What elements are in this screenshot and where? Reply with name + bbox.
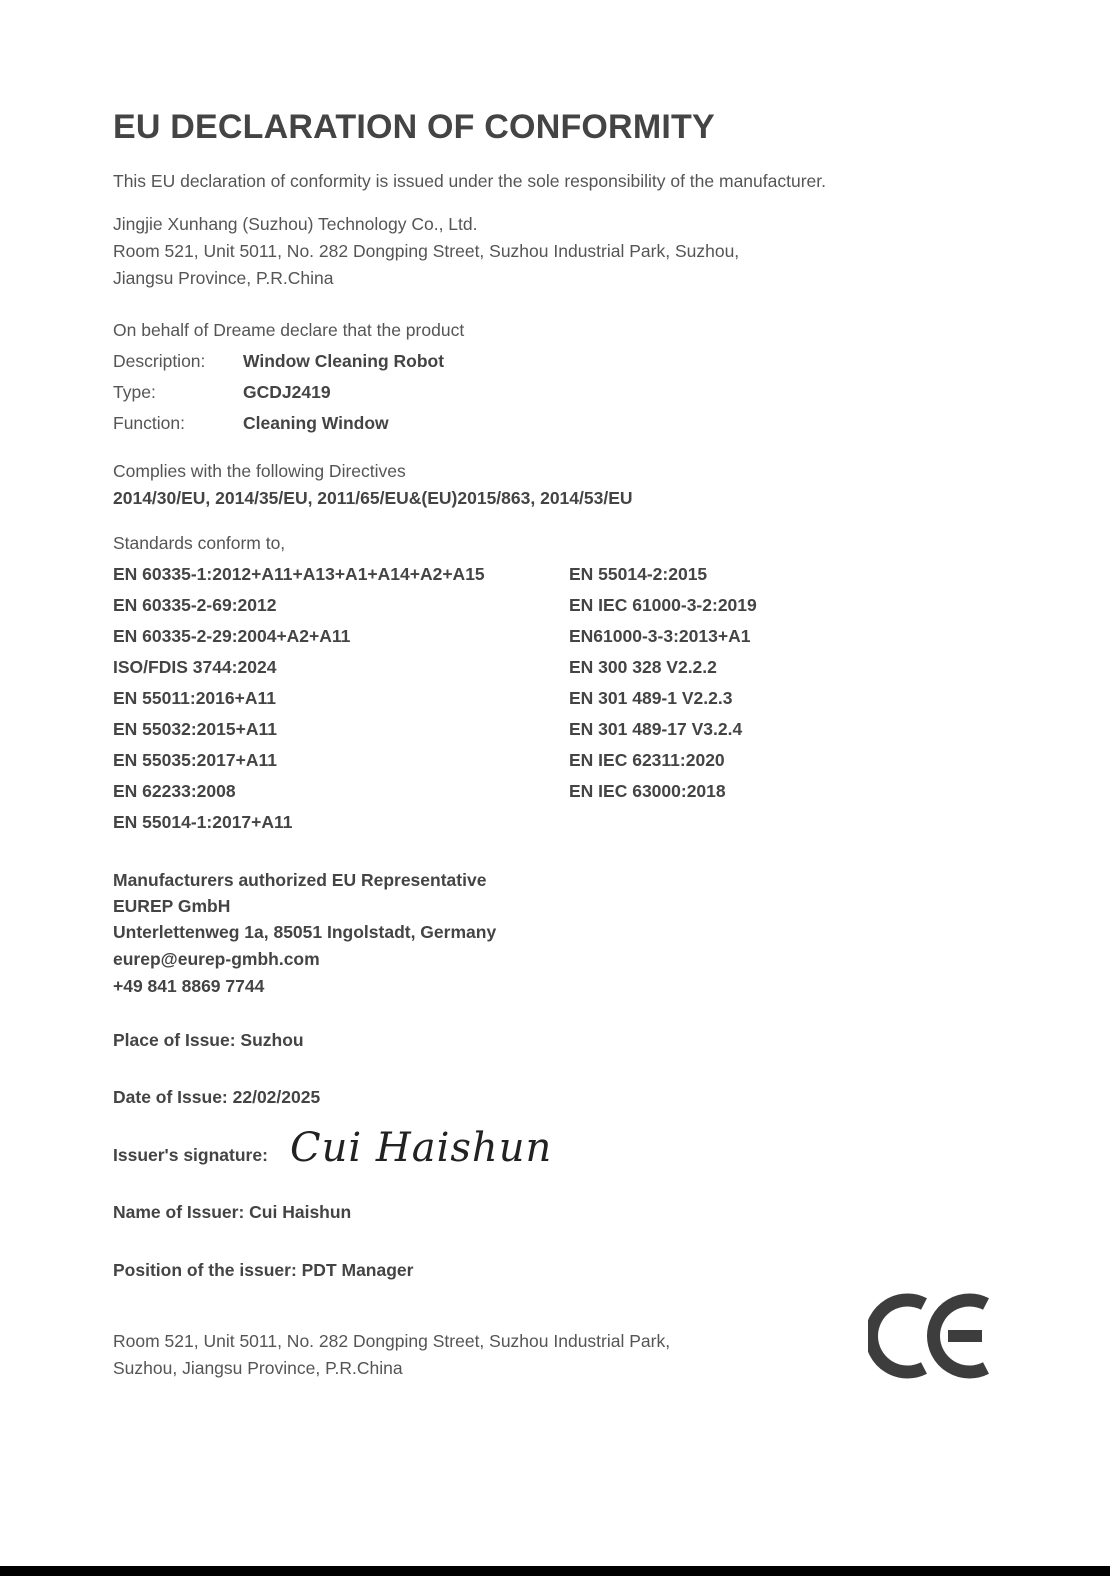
representative-address: Unterlettenweg 1a, 85051 Ingolstadt, Germany (113, 922, 497, 942)
standard-right-item: EN 55014-2:2015 (569, 564, 708, 584)
standard-left-item: EN 60335-1:2012+A11+A13+A1+A14+A2+A15 (113, 564, 485, 584)
standard-left-item: EN 55011:2016+A11 (113, 688, 276, 708)
manufacturer-name: Jingjie Xunhang (Suzhou) Technology Co., Ltd. (113, 214, 478, 234)
description-row (113, 351, 444, 372)
standard-left-item: EN 55014-1:2017+A11 (113, 812, 293, 832)
representative-phone: +49 841 8869 7744 (113, 976, 265, 996)
standard-left-item: EN 60335-2-69:2012 (113, 595, 277, 615)
signature-label: Issuer's signature: (113, 1145, 268, 1165)
ce-mark-icon (868, 1292, 992, 1380)
name-of-issuer: Name of Issuer: Cui Haishun (113, 1202, 352, 1222)
standard-right-item: EN 301 489-17 V3.2.4 (569, 719, 743, 739)
function-row (113, 413, 389, 434)
standard-right-item: EN61000-3-3:2013+A1 (569, 626, 751, 646)
description-value: Window Cleaning Robot (243, 351, 445, 371)
standard-right-item: EN 300 328 V2.2.2 (569, 657, 717, 677)
standard-left-item: EN 62233:2008 (113, 781, 236, 801)
standards-heading: Standards conform to, (113, 533, 286, 553)
standard-right-item: EN IEC 62311:2020 (569, 750, 725, 770)
page-title: EU DECLARATION OF CONFORMITY (113, 108, 715, 146)
standard-left-item: ISO/FDIS 3744:2024 (113, 657, 277, 677)
description-label: Description: (113, 351, 206, 371)
type-row (113, 382, 331, 403)
standard-right-item: EN IEC 63000:2018 (569, 781, 726, 801)
function-value: Cleaning Window (243, 413, 389, 433)
standard-left-item: EN 55032:2015+A11 (113, 719, 277, 739)
representative-heading: Manufacturers authorized EU Representative (113, 870, 487, 890)
type-value: GCDJ2419 (243, 382, 331, 402)
manufacturer-address-line1: Room 521, Unit 5011, No. 282 Dongping Street, Suzhou Industrial Park, Suzhou, (113, 241, 740, 261)
ce-mark-logo (868, 1292, 992, 1385)
representative-name: EUREP GmbH (113, 896, 231, 916)
handwritten-signature: Cui Haishun (290, 1125, 553, 1171)
declare-line: On behalf of Dreame declare that the product (113, 320, 465, 340)
manufacturer-address-line2: Jiangsu Province, P.R.China (113, 268, 334, 288)
type-label: Type: (113, 382, 156, 402)
bottom-edge-bar (0, 1566, 1110, 1576)
standard-left-item: EN 60335-2-29:2004+A2+A11 (113, 626, 351, 646)
directives-heading: Complies with the following Directives (113, 461, 406, 481)
footer-address-line1: Room 521, Unit 5011, No. 282 Dongping Street, Suzhou Industrial Park, (113, 1331, 671, 1351)
intro-text: This EU declaration of conformity is issued under the sole responsibility of the manufacturer. (113, 171, 826, 191)
representative-email: eurep@eurep-gmbh.com (113, 949, 320, 969)
directives-list: 2014/30/EU, 2014/35/EU, 2011/65/EU&(EU)2015/863, 2014/53/EU (113, 488, 633, 508)
date-of-issue: Date of Issue: 22/02/2025 (113, 1087, 321, 1107)
standard-left-item: EN 55035:2017+A11 (113, 750, 277, 770)
place-of-issue: Place of Issue: Suzhou (113, 1030, 304, 1050)
footer-address-line2: Suzhou, Jiangsu Province, P.R.China (113, 1358, 403, 1378)
standard-right-item: EN IEC 61000-3-2:2019 (569, 595, 757, 615)
standard-right-item: EN 301 489-1 V2.2.3 (569, 688, 733, 708)
position-of-issuer: Position of the issuer: PDT Manager (113, 1260, 414, 1280)
function-label: Function: (113, 413, 185, 433)
